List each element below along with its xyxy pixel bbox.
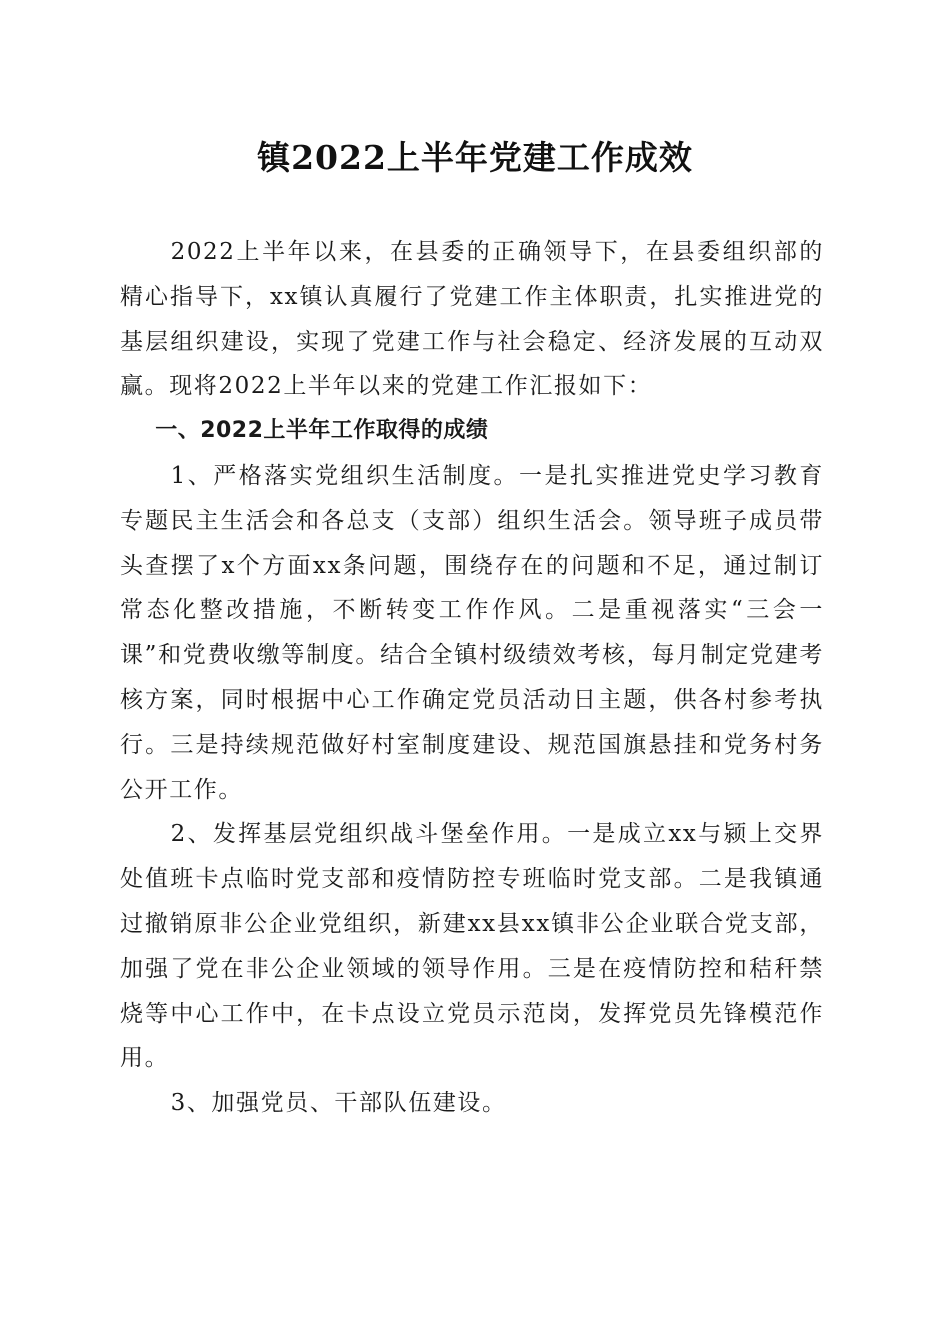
paragraph-item-1: 1、严格落实党组织生活制度。一是扎实推进党史学习教育专题民主生活会和各总支（支部）组织生活会。领导班子成员带头查摆了x个方面xx条问题，围绕存在的问题和不足，通过制订常态化整改措施，不断转变工作作风。二是重视落实“三会一课”和党费收缴等制度。结合全镇村级绩效考核，每月制定党建考核方案，同时根据中心工作确定党员活动日主题，供各村参考执行。三是持续规范做好村室制度建设、规范国旗悬挂和党务村务公开工作。	[120, 462, 824, 803]
paragraph-item-2: 2、发挥基层党组织战斗堡垒作用。一是成立xx与颍上交界处值班卡点临时党支部和疫情防控专班临时党支部。二是我镇通过撤销原非公企业党组织，新建xx县xx镇非公企业联合党支部，加强了党在非公企业领域的领导作用。三是在疫情防控和秸秆禁烧等中心工作中，在卡点设立党员示范岗，发挥党员先锋模范作用。	[120, 821, 824, 1072]
document-title: 镇2022上半年党建工作成效	[257, 138, 693, 177]
document-body	[120, 230, 824, 1126]
paragraph-item-3: 3、加强党员、干部队伍建设。	[170, 1090, 507, 1117]
intro-paragraph: 2022上半年以来，在县委的正确领导下，在县委组织部的精心指导下，xx镇认真履行了党建工作主体职责，扎实推进党的基层组织建设，实现了党建工作与社会稳定、经济发展的互动双赢。现将2022上半年以来的党建工作汇报如下：	[120, 239, 824, 400]
section-heading: 一、2022上半年工作取得的成绩	[155, 418, 489, 444]
